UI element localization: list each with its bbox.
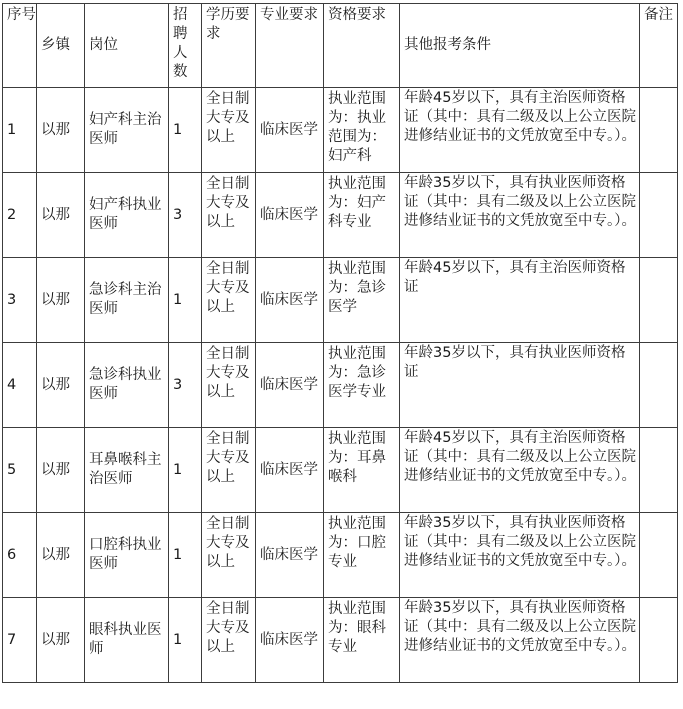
table-row	[3, 513, 678, 598]
cell-qual: 执业范围为：急诊医学专业	[324, 343, 400, 428]
cell-post: 妇产科主治医师	[85, 88, 169, 173]
header-remark: 备注	[640, 4, 678, 88]
cell-edu: 全日制大专及以上	[202, 513, 256, 598]
header-edu: 学历要求	[202, 4, 256, 88]
header-post: 岗位	[85, 4, 169, 88]
cell-remark	[640, 173, 678, 258]
table-row	[3, 598, 678, 683]
cell-count: 1	[169, 88, 202, 173]
header-other: 其他报考条件	[400, 4, 640, 88]
cell-qual: 执业范围为：妇产科专业	[324, 173, 400, 258]
cell-remark	[640, 428, 678, 513]
header-qual: 资格要求	[324, 4, 400, 88]
cell-edu: 全日制大专及以上	[202, 343, 256, 428]
cell-no: 6	[3, 513, 37, 598]
cell-no: 7	[3, 598, 37, 683]
cell-remark	[640, 513, 678, 598]
cell-major: 临床医学	[256, 258, 324, 343]
cell-other: 年龄35岁以下，具有执业医师资格证（其中：具有二级及以上公立医院进修结业证书的文凭放宽至中专。）。	[400, 513, 640, 598]
cell-other: 年龄35岁以下，具有执业医师资格证（其中：具有二级及以上公立医院进修结业证书的文凭放宽至中专。）。	[400, 598, 640, 683]
table-row	[3, 343, 678, 428]
cell-qual: 执业范围为：急诊医学	[324, 258, 400, 343]
cell-major: 临床医学	[256, 88, 324, 173]
cell-post: 妇产科执业医师	[85, 173, 169, 258]
cell-count: 1	[169, 258, 202, 343]
recruitment-table	[2, 3, 678, 683]
cell-post: 眼科执业医师	[85, 598, 169, 683]
cell-count: 3	[169, 173, 202, 258]
cell-count: 3	[169, 343, 202, 428]
cell-major: 临床医学	[256, 173, 324, 258]
cell-no: 5	[3, 428, 37, 513]
table-row	[3, 258, 678, 343]
header-major: 专业要求	[256, 4, 324, 88]
cell-qual: 执业范围为：口腔专业	[324, 513, 400, 598]
cell-qual: 执业范围为：耳鼻喉科	[324, 428, 400, 513]
cell-remark	[640, 343, 678, 428]
cell-town: 以那	[37, 598, 85, 683]
table-row	[3, 88, 678, 173]
cell-other: 年龄35岁以下，具有执业医师资格证（其中：具有二级及以上公立医院进修结业证书的文凭放宽至中专。）。	[400, 173, 640, 258]
cell-town: 以那	[37, 258, 85, 343]
cell-major: 临床医学	[256, 513, 324, 598]
cell-town: 以那	[37, 428, 85, 513]
cell-other: 年龄45岁以下，具有主治医师资格证	[400, 258, 640, 343]
cell-remark	[640, 598, 678, 683]
cell-remark	[640, 88, 678, 173]
cell-edu: 全日制大专及以上	[202, 428, 256, 513]
cell-major: 临床医学	[256, 343, 324, 428]
header-row	[3, 4, 678, 88]
cell-post: 急诊科执业医师	[85, 343, 169, 428]
table-row	[3, 428, 678, 513]
header-count: 招聘人数	[169, 4, 202, 88]
cell-count: 1	[169, 513, 202, 598]
header-town: 乡镇	[37, 4, 85, 88]
table-row	[3, 173, 678, 258]
cell-no: 3	[3, 258, 37, 343]
cell-edu: 全日制大专及以上	[202, 173, 256, 258]
cell-other: 年龄45岁以下，具有主治医师资格证（其中：具有二级及以上公立医院进修结业证书的文凭放宽至中专。）。	[400, 428, 640, 513]
cell-post: 口腔科执业医师	[85, 513, 169, 598]
cell-major: 临床医学	[256, 598, 324, 683]
cell-edu: 全日制大专及以上	[202, 258, 256, 343]
cell-no: 2	[3, 173, 37, 258]
cell-qual: 执业范围为：执业范围为：妇产科	[324, 88, 400, 173]
cell-post: 耳鼻喉科主治医师	[85, 428, 169, 513]
header-no: 序号	[3, 4, 37, 88]
cell-no: 1	[3, 88, 37, 173]
cell-no: 4	[3, 343, 37, 428]
cell-other: 年龄35岁以下，具有执业医师资格证	[400, 343, 640, 428]
cell-qual: 执业范围为：眼科专业	[324, 598, 400, 683]
cell-edu: 全日制大专及以上	[202, 88, 256, 173]
cell-town: 以那	[37, 173, 85, 258]
cell-remark	[640, 258, 678, 343]
cell-count: 1	[169, 598, 202, 683]
cell-major: 临床医学	[256, 428, 324, 513]
cell-town: 以那	[37, 513, 85, 598]
cell-edu: 全日制大专及以上	[202, 598, 256, 683]
cell-other: 年龄45岁以下，具有主治医师资格证（其中：具有二级及以上公立医院进修结业证书的文凭放宽至中专。）。	[400, 88, 640, 173]
cell-post: 急诊科主治医师	[85, 258, 169, 343]
cell-town: 以那	[37, 88, 85, 173]
cell-count: 1	[169, 428, 202, 513]
cell-town: 以那	[37, 343, 85, 428]
